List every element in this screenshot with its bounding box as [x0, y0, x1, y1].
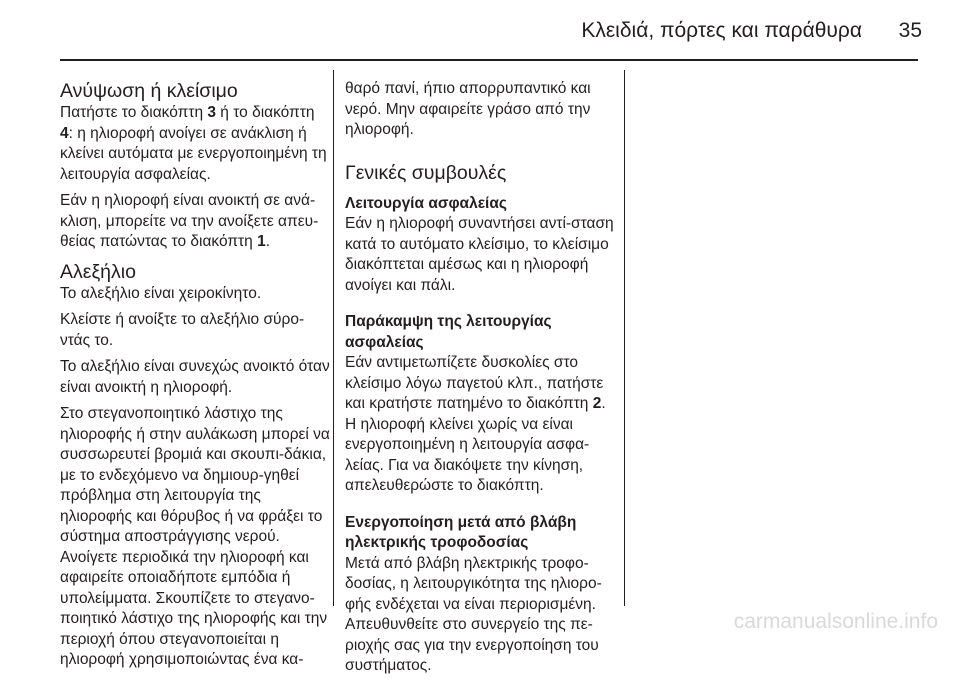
paragraph-open-close-2	[60, 191, 330, 253]
paragraph-override-safety	[345, 353, 615, 497]
text-run: : η ηλιοροφή ανοίγει σε ανάκλιση ή κλείνει αυτόματα με ενεργοποιημένη τη λειτουργία ασφαλείας.	[60, 124, 327, 183]
paragraph-sunblind-3: Το αλεξήλιο είναι συνεχώς ανοικτό όταν είναι ανοικτή η ηλιοροφή.	[60, 358, 330, 396]
paragraph-continued: θαρό πανί, ήπιο απορρυπαντικό και νερό. Μην αφαιρείτε γράσο από την ηλιοροφή.	[345, 80, 591, 138]
paragraph-sunblind-1: Το αλεξήλιο είναι χειροκίνητο.	[60, 284, 262, 302]
page-number: 35	[898, 19, 922, 42]
button-ref-3: 3	[207, 104, 216, 121]
column-divider-right	[624, 70, 625, 606]
subheading-override-safety: Παράκαμψη της λειτουργίας ασφαλείας	[345, 313, 552, 351]
paragraph-activation-after-power-failure: Μετά από βλάβη ηλεκτρικής τροφο-δοσίας, η λειτουργικότητα της ηλιορο-φής ενδέχεται να είναι περιορισμένη. Απευθυνθείτε στο συνεργείο της πε-ριοχής σας για την ενεργοποίηση του συστήματος.	[345, 554, 602, 674]
paragraph-sunblind-2: Κλείστε ή ανοίξτε το αλεξήλιο σύρο-ντάς το.	[60, 311, 305, 349]
subheading-safety-function: Λειτουργία ασφαλείας	[345, 194, 507, 212]
section-heading-open-close: Ανύψωση ή κλείσιμο	[60, 80, 238, 102]
button-ref-4: 4	[60, 124, 69, 142]
subheading-activation-after-power-failure: Ενεργοποίηση μετά από βλάβη ηλεκτρικής τροφοδοσίας	[345, 513, 577, 551]
paragraph-sunblind-4: Στο στεγανοποιητικό λάστιχο της ηλιοροφής ή στην αυλάκωση μπορεί να συσσωρευτεί βρομιά και σκουπι-δάκια, με το ενδεχόμενο να δημιουρ-γηθεί πρόβλημα στη λειτουργία της ηλιοροφής και θόρυβος ή να φράξει το σύστημα αποστράγγισης νερού. Ανοίγετε περιοδικά την ηλιοροφή και αφαιρείτε οποιαδήποτε εμπόδια ή υπολείμματα. Σκουπίζετε το στεγανο-ποιητικό λάστιχο της ηλιοροφής και την περιοχή όπου στεγανοποιείται η ηλιοροφή χρησιμοποιώντας ένα κα-	[60, 405, 330, 668]
right-column	[345, 79, 615, 683]
section-heading-general-tips: Γενικές συμβουλές	[345, 161, 507, 184]
text-run: Εάν αντιμετωπίζετε δυσκολίες στο κλείσιμο λόγω παγετού κλπ., πατήστε και κρατήστε πατημένο το διακόπτη	[345, 354, 604, 412]
section-heading-sunblind: Αλεξήλιο	[60, 260, 136, 283]
button-ref-2: 2	[592, 395, 602, 412]
left-column	[60, 79, 330, 677]
column-divider-left	[333, 70, 334, 606]
button-ref-1: 1	[257, 233, 266, 250]
text-run: .	[265, 233, 271, 250]
header-title: Κλειδιά, πόρτες και παράθυρα	[581, 19, 862, 42]
header-rule	[60, 59, 918, 61]
text-run: ή το διακόπτη	[216, 104, 315, 121]
text-run: Εάν η ηλιοροφή είναι ανοικτή σε ανά-κλιση, μπορείτε να την ανοίξετε απευ-θείας πατώντας το διακόπτη	[60, 192, 319, 250]
text-run: . Η ηλιοροφή κλείνει χωρίς να είναι ενεργοποιημένη η λειτουργία ασφα-λείας. Για να διακόψετε την κίνηση, απελευθερώστε το διακόπτη.	[345, 395, 606, 494]
paragraph-safety-function: Εάν η ηλιοροφή συναντήσει αντί-σταση κατά το αυτόματο κλείσιμο, το κλείσιμο διακόπτεται αμέσως και η ηλιοροφή ανοίγει και πάλι.	[345, 215, 614, 294]
watermark: carmanualsonline.info	[733, 610, 938, 633]
text-run: Πατήστε το διακόπτη	[60, 104, 208, 121]
paragraph-open-close-1	[60, 103, 330, 185]
